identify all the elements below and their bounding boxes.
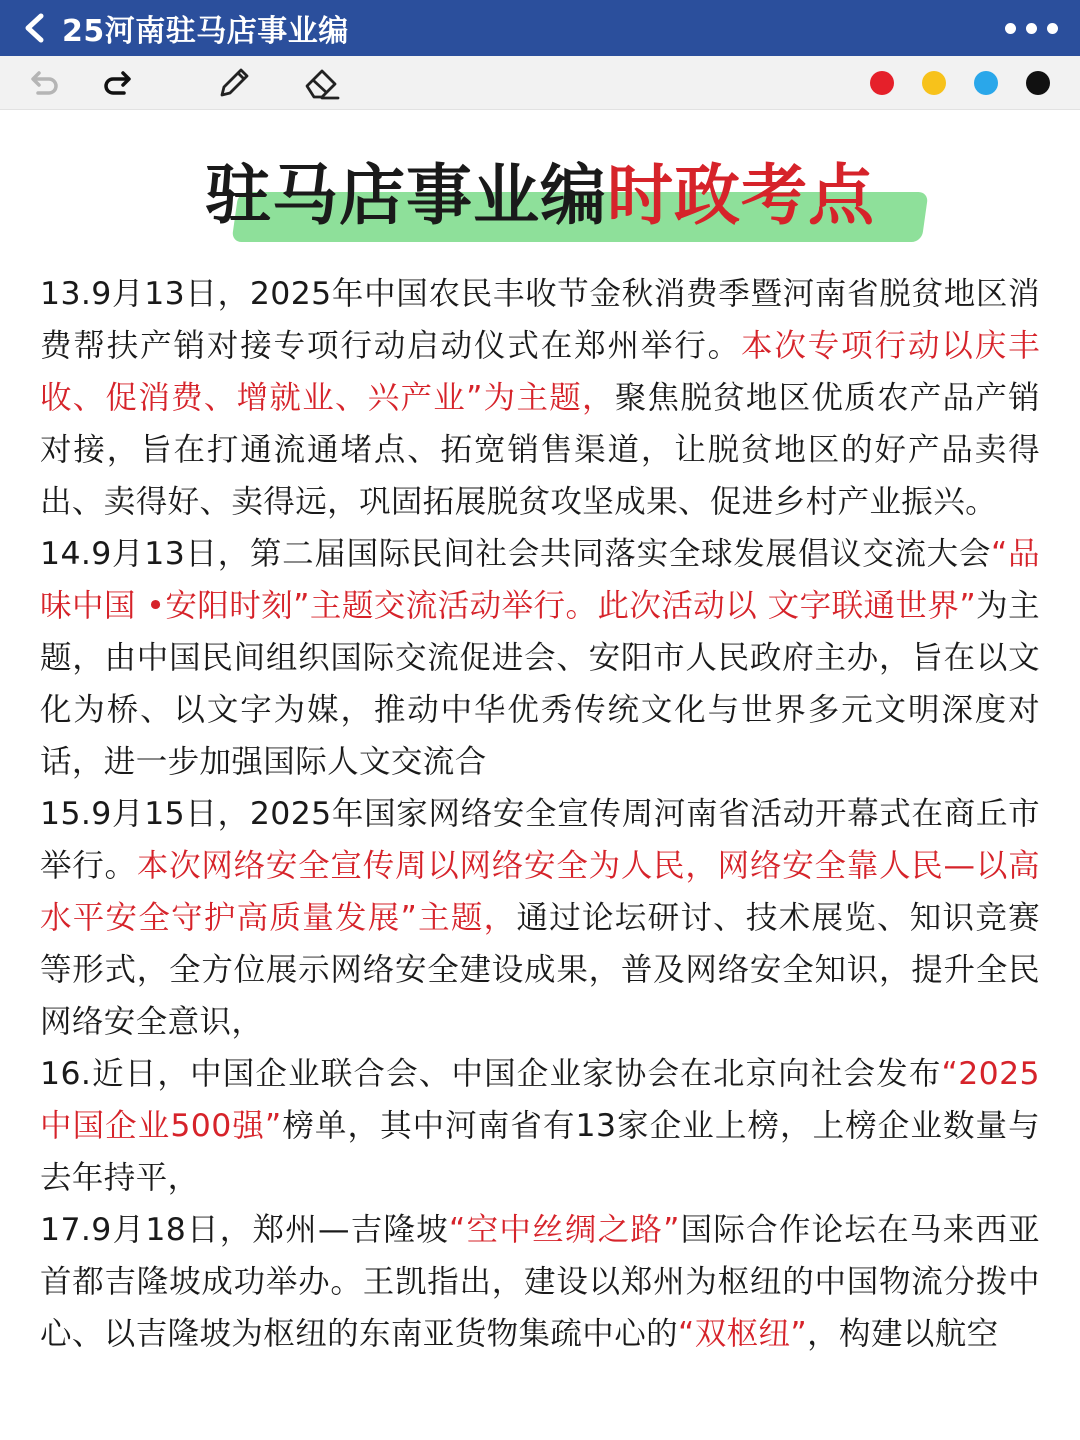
color-palette <box>870 71 1050 95</box>
pencil-icon[interactable] <box>210 61 258 105</box>
item-highlight: 本次专项行动以庆丰收、促消费、增就业、兴产业”为主题， <box>40 328 1040 416</box>
eraser-icon[interactable] <box>298 61 346 105</box>
color-red-swatch[interactable] <box>870 71 894 95</box>
nav-left-group <box>18 6 349 50</box>
title-highlight: 时政考点 <box>607 156 875 234</box>
item-text: 15.9月15日，2025年国家网络安全宣传周河南省活动开幕式在商丘市举行。 <box>40 796 1040 884</box>
item-highlight: “双枢纽” <box>678 1316 808 1352</box>
item-highlight: 本次网络安全宣传周以网络安全为人民，网络安全靠人民—以高水平安全守护高质量发展”主题， <box>40 848 1040 936</box>
page-title <box>205 142 875 237</box>
item-text: 14.9月13日，第二届国际民间社会共同落实全球发展倡议交流大会 <box>40 536 992 572</box>
undo-icon[interactable] <box>22 61 70 105</box>
list-item <box>40 528 1040 788</box>
item-highlight: “品味中国 •安阳时刻”主题交流活动举行。此次活动以 文字联通世界” <box>40 536 1040 624</box>
title-main: 驻马店事业编 <box>205 156 607 234</box>
article-body <box>40 268 1040 1360</box>
tool-group <box>22 61 368 105</box>
list-item <box>40 1204 1040 1360</box>
color-blue-swatch[interactable] <box>974 71 998 95</box>
list-item <box>40 1048 1040 1204</box>
nav-title: 25河南驻马店事业编 <box>62 14 349 49</box>
color-black-swatch[interactable] <box>1026 71 1050 95</box>
item-highlight: “2025 中国企业500强” <box>40 1056 1040 1144</box>
item-text: 通过论坛研讨、技术展览、知识竞赛等形式，全方位展示网络安全建设成果，普及网络安全知识，提升全民网络安全意识， <box>40 900 1041 1040</box>
note-content <box>0 110 1080 1360</box>
item-text: 13.9月13日，2025年中国农民丰收节金秋消费季暨河南省脱贫地区消费帮扶产销对接专项行动启动仪式在郑州举行。 <box>40 276 1040 364</box>
list-item <box>40 268 1040 528</box>
item-text: 国际合作论坛在马来西亚首都吉隆坡成功举办。王凯指出，建设以郑州为枢纽的中国物流分拨中心、以吉隆坡为枢纽的东南亚货物集疏中心的 <box>40 1212 1040 1352</box>
chevron-left-icon[interactable] <box>18 11 52 45</box>
drawing-toolbar <box>0 56 1080 110</box>
item-highlight: “空中丝绸之路” <box>449 1212 680 1248</box>
item-text: 聚焦脱贫地区优质农产品产销对接，旨在打通流通堵点、拓宽销售渠道，让脱贫地区的好产品卖得出、卖得好、卖得远，巩固拓展脱贫攻坚成果、促进乡村产业振兴。 <box>40 380 1040 520</box>
list-item <box>40 788 1040 1048</box>
title-block <box>40 110 1040 260</box>
item-text: 榜单，其中河南省有13家企业上榜，上榜企业数量与去年持平， <box>40 1108 1041 1196</box>
item-text: 17.9月18日，郑州—吉隆坡 <box>40 1212 450 1248</box>
item-text: 为主题，由中国民间组织国际交流促进会、安阳市人民政府主办，旨在以文化为桥、以文字为媒，推动中华优秀传统文化与世界多元文明深度对话，进一步加强国际人文交流合 <box>40 588 1040 780</box>
redo-icon[interactable] <box>92 61 140 105</box>
more-horizontal-icon[interactable] <box>1005 11 1058 45</box>
top-nav-bar <box>0 0 1080 56</box>
item-text: ，构建以航空 <box>807 1316 999 1352</box>
color-yellow-swatch[interactable] <box>922 71 946 95</box>
item-text: 16.近日，中国企业联合会、中国企业家协会在北京向社会发布 <box>40 1056 942 1092</box>
